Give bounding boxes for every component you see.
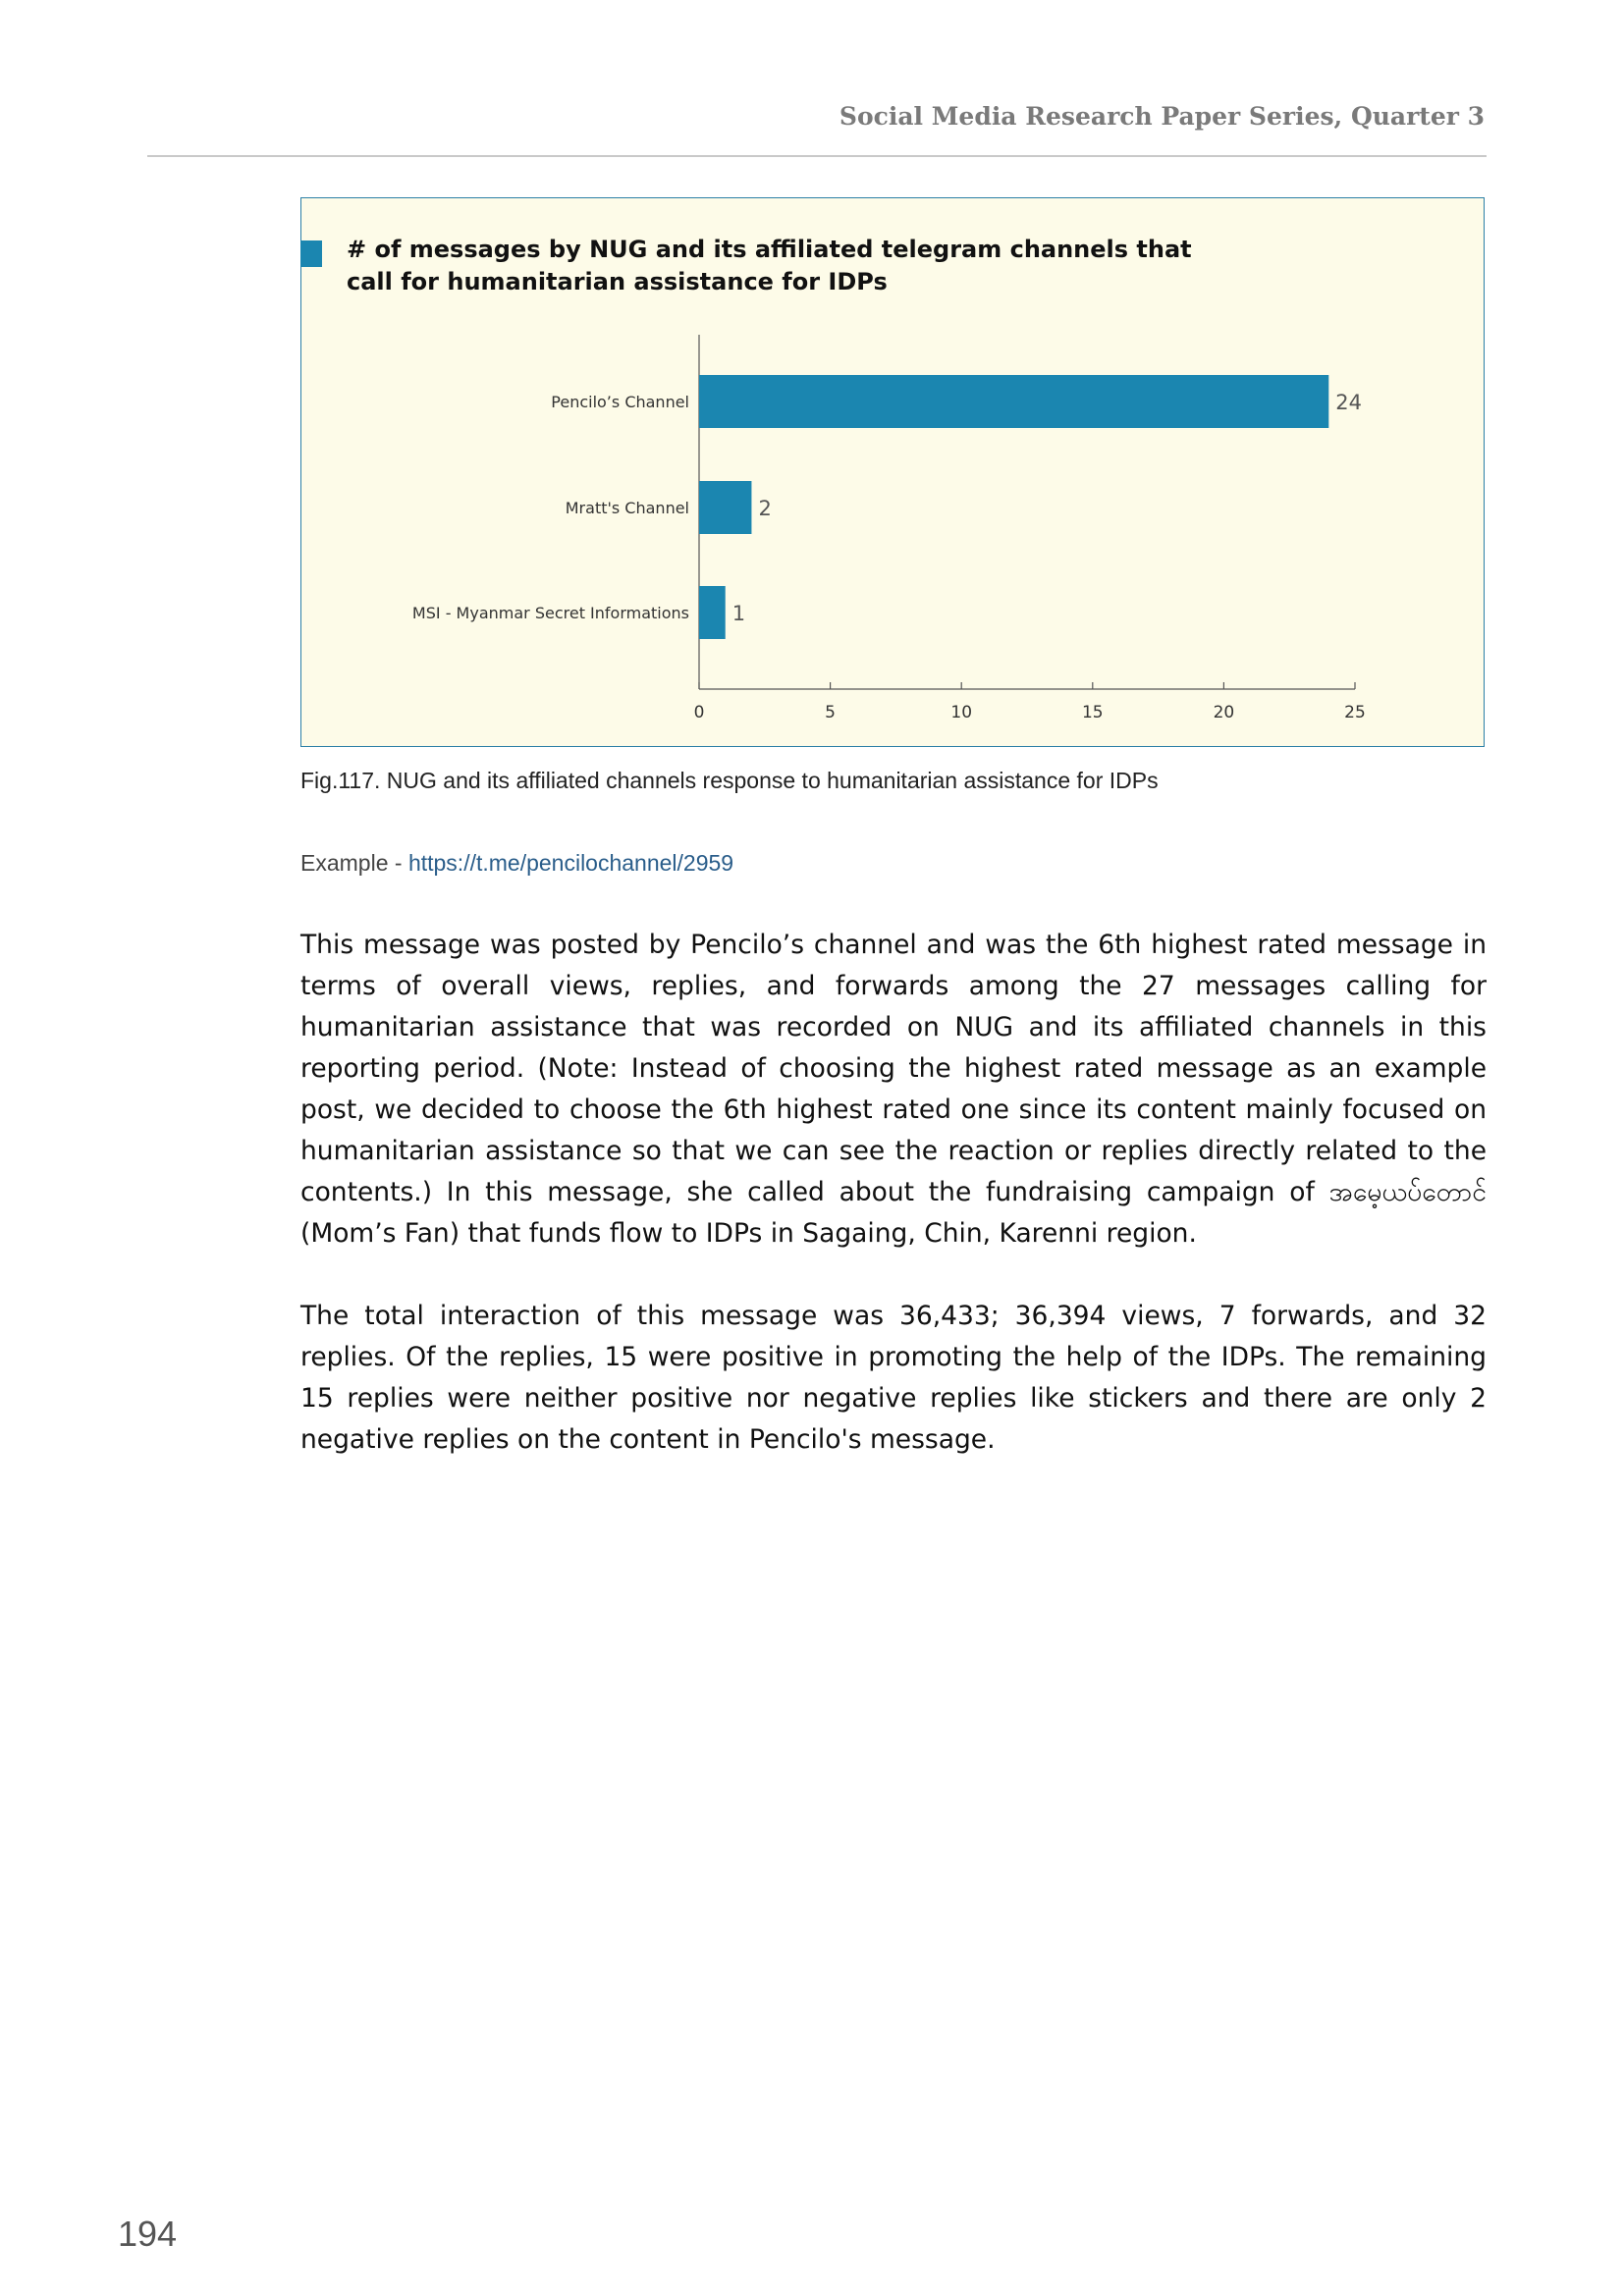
x-tick-label: 20 (1213, 703, 1235, 722)
category-label: Pencilo’s Channel (551, 393, 689, 411)
data-label: 1 (731, 602, 746, 625)
category-label: Mratt's Channel (565, 499, 689, 517)
bar (699, 481, 751, 534)
bar-chart (300, 197, 1485, 747)
figure-caption: Fig.117. NUG and its affiliated channels response to humanitarian assistance for IDPs (300, 768, 1159, 793)
data-label: 24 (1335, 391, 1363, 414)
example-label: Example - (300, 850, 408, 876)
x-tick-label: 15 (1081, 703, 1104, 722)
x-tick-label: 25 (1344, 703, 1366, 722)
category-label: MSI - Myanmar Secret Informations (411, 604, 689, 622)
header-divider (147, 155, 1487, 157)
bar (699, 375, 1328, 428)
body-paragraph-2: The total interaction of this message was 36,433; 36,394 views, 7 forwards, and 32 replies. Of the replies, 15 were positive in promoting the help of the IDPs. The remaining 15 replies were neither positive nor negative replies like stickers and there are only 2 negative replies on the content in Pencilo's message. (300, 1301, 1487, 1455)
body-paragraph-1: This message was posted by Pencilo’s channel and was the 6th highest rated message in terms of overall views, replies, and forwards among the 27 messages calling for humanitarian assistance that was recorded on NUG and its affiliated channels in this reporting period. (Note: Instead of choosing the highest rated message as an example post, we decided to choose the 6th highest rated one since its content mainly focused on humanitarian assistance so that we can see the reaction or replies directly related to the contents.) In this message, she called about the fundraising campaign of အမေ့ယပ်တောင် (Mom’s Fan) that funds flow to IDPs in Sagaing, Chin, Karenni region. (300, 930, 1487, 1249)
page-number: 194 (118, 2214, 178, 2254)
chart-title: # of messages by NUG and its affiliated telegram channels that call for humanitarian assistance for IDPs (347, 236, 1192, 295)
example-line (300, 850, 733, 877)
x-tick-label: 5 (825, 703, 837, 722)
x-tick-label: 0 (693, 703, 705, 722)
bar (699, 586, 726, 639)
x-tick-label: 10 (950, 703, 973, 722)
data-label: 2 (758, 497, 772, 520)
running-header: Social Media Research Paper Series, Quarter 3 (839, 102, 1485, 131)
example-link[interactable]: https://t.me/pencilochannel/2959 (407, 850, 734, 876)
